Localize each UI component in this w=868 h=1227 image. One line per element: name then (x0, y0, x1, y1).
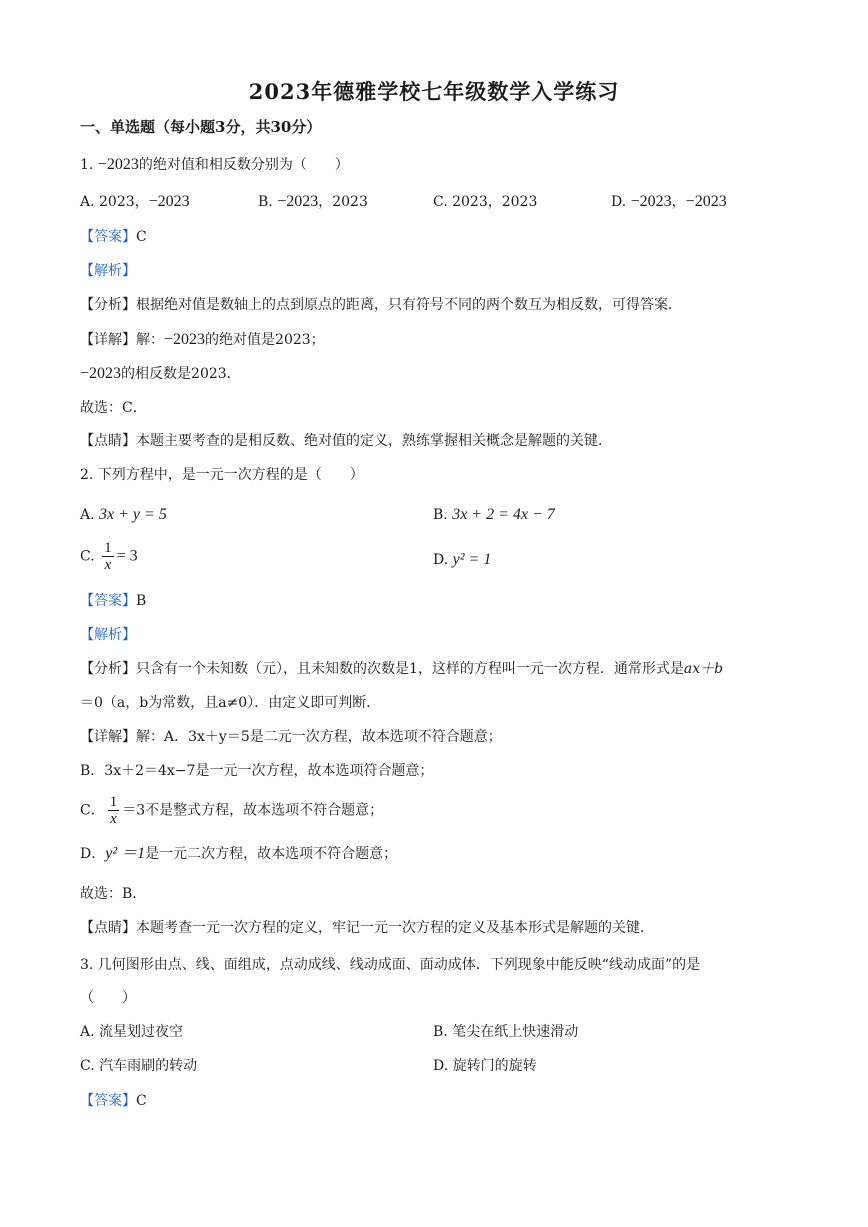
option-text: ，2023 (318, 194, 368, 210)
denominator: x (110, 811, 117, 827)
answer-value: C (136, 1093, 147, 1109)
page-title: 2023年德雅学校七年级数学入学练习 (248, 79, 620, 104)
option-label: B. (258, 194, 273, 210)
q2-line-c (80, 794, 383, 827)
q2-option-a (80, 505, 167, 525)
q2-option-b (433, 505, 555, 525)
xiangjie-text: 解：A．3x＋y＝5是二元一次方程，故本选项不符合题意； (136, 729, 502, 745)
q1-dianjing (80, 431, 612, 451)
q1-choose: 故选：C． (80, 400, 147, 416)
q3-answer (80, 1091, 147, 1111)
math-expression: −2023 (80, 365, 122, 382)
xiangjie-text: 的绝对值是2023； (205, 332, 325, 348)
math-expression: y² ＝1 (105, 845, 146, 862)
q1-xiangjie (80, 330, 325, 350)
math-expression: −2023 (685, 193, 727, 210)
q1-option-d (611, 192, 727, 212)
q2-answer (80, 591, 146, 611)
answer-value: C (136, 229, 147, 245)
math-expression: −2023 (277, 193, 319, 210)
separator: ， (671, 194, 686, 210)
q1-fenxi (80, 295, 682, 315)
line-label: C． (80, 802, 105, 819)
question-text: 的绝对值和相反数分别为（ ） (138, 157, 349, 173)
answer-tag: 【答案】 (80, 229, 136, 245)
q2-dianjing (80, 918, 654, 938)
q1-option-b (258, 192, 368, 212)
q3-option-b: B. 笔尖在纸上快速滑动 (433, 1024, 579, 1040)
q2-option-c (80, 540, 138, 573)
dianjing-tag: 【点睛】 (80, 920, 136, 936)
question-number: 1. (80, 157, 94, 173)
dianjing-text: 本题主要考查的是相反数、绝对值的定义，熟练掌握相关概念是解题的关键． (136, 433, 612, 449)
fraction (108, 794, 120, 827)
line-label: D． (80, 846, 106, 862)
numerator: 1 (104, 540, 112, 556)
q3-option-d: D. 旋转门的旋转 (433, 1058, 537, 1074)
q2-fenxi (80, 659, 723, 679)
q2-xiangjie (80, 727, 502, 747)
line-text: 是一元二次方程，故本选项不符合题意； (145, 846, 398, 862)
q1-option-a (80, 192, 190, 212)
q1-solution-line (80, 364, 241, 384)
dianjing-text: 本题考查一元一次方程的定义，牢记一元一次方程的定义及基本形式是解题的关键． (136, 920, 654, 936)
q1-analysis (80, 261, 136, 281)
numerator: 1 (109, 794, 118, 810)
option-label: D. (433, 552, 449, 568)
math-expression: −2023 (148, 193, 190, 210)
option-label: B. (433, 507, 448, 523)
math-expression: ax＋b (683, 661, 724, 677)
q3-option-a: A. 流星划过夜空 (80, 1024, 184, 1040)
question-3-stem-cont: （ ） (80, 990, 136, 1006)
answer-value: B (136, 593, 147, 609)
analysis-tag: 【解析】 (80, 263, 136, 279)
analysis-tag: 【解析】 (80, 627, 136, 643)
section-heading: 一、单选题（每小题3分，共30分） (80, 118, 322, 136)
fenxi-text: 只含有一个未知数（元），且未知数的次数是1，这样的方程叫一元一次方程．通常形式是 (136, 661, 684, 677)
math-expression: −2023 (164, 331, 206, 348)
q2-option-d (433, 550, 491, 570)
question-2-stem: 2. 下列方程中，是一元一次方程的是（ ） (80, 467, 364, 483)
math-expression: 3x + y = 5 (99, 506, 167, 523)
xiangjie-text: 解： (136, 332, 164, 348)
xiangjie-tag: 【详解】 (80, 332, 136, 348)
fenxi-tag: 【分析】 (80, 661, 136, 677)
q2-fenxi-cont: ＝0（a，b为常数，且a≠0）．由定义即可判断． (80, 695, 381, 711)
line-text: ＝3不是整式方程，故本选项不符合题意； (122, 802, 384, 819)
q2-choose: 故选：B． (80, 886, 147, 902)
math-expression: 3x + 2 = 4x − 7 (452, 506, 555, 523)
q1-answer (80, 227, 147, 247)
question-1-stem (80, 155, 349, 175)
answer-tag: 【答案】 (80, 1093, 136, 1109)
fenxi-tag: 【分析】 (80, 297, 136, 313)
option-label: A. 2023， (80, 194, 149, 210)
option-label: A. (80, 507, 95, 523)
xiangjie-tag: 【详解】 (80, 729, 136, 745)
question-3-stem: 3. 几何图形由点、线、面组成，点动成线、线动成面、面动成体．下列现象中能反映“线动成面”的是 (80, 957, 701, 973)
q1-option-c: C. 2023，2023 (433, 194, 538, 210)
fraction (102, 540, 114, 573)
option-label: D. (611, 194, 627, 210)
option-label: C. (80, 548, 95, 565)
dianjing-tag: 【点睛】 (80, 433, 136, 449)
denominator: x (104, 557, 112, 573)
fenxi-text: 根据绝对值是数轴上的点到原点的距离，只有符号不同的两个数互为相反数，可得答案． (136, 297, 682, 313)
math-expression: = 3 (116, 547, 138, 565)
solution-text: 的相反数是2023． (121, 366, 241, 382)
math-expression: y² = 1 (452, 551, 492, 568)
math-expression: −2023 (630, 193, 672, 210)
math-expression: −2023 (97, 156, 139, 173)
q2-analysis (80, 625, 136, 645)
q2-line-b: B．3x＋2＝4x−7是一元一次方程，故本选项符合题意； (80, 763, 434, 779)
q2-line-d (80, 844, 397, 864)
q3-option-c: C. 汽车雨刷的转动 (80, 1058, 198, 1074)
answer-tag: 【答案】 (80, 593, 136, 609)
